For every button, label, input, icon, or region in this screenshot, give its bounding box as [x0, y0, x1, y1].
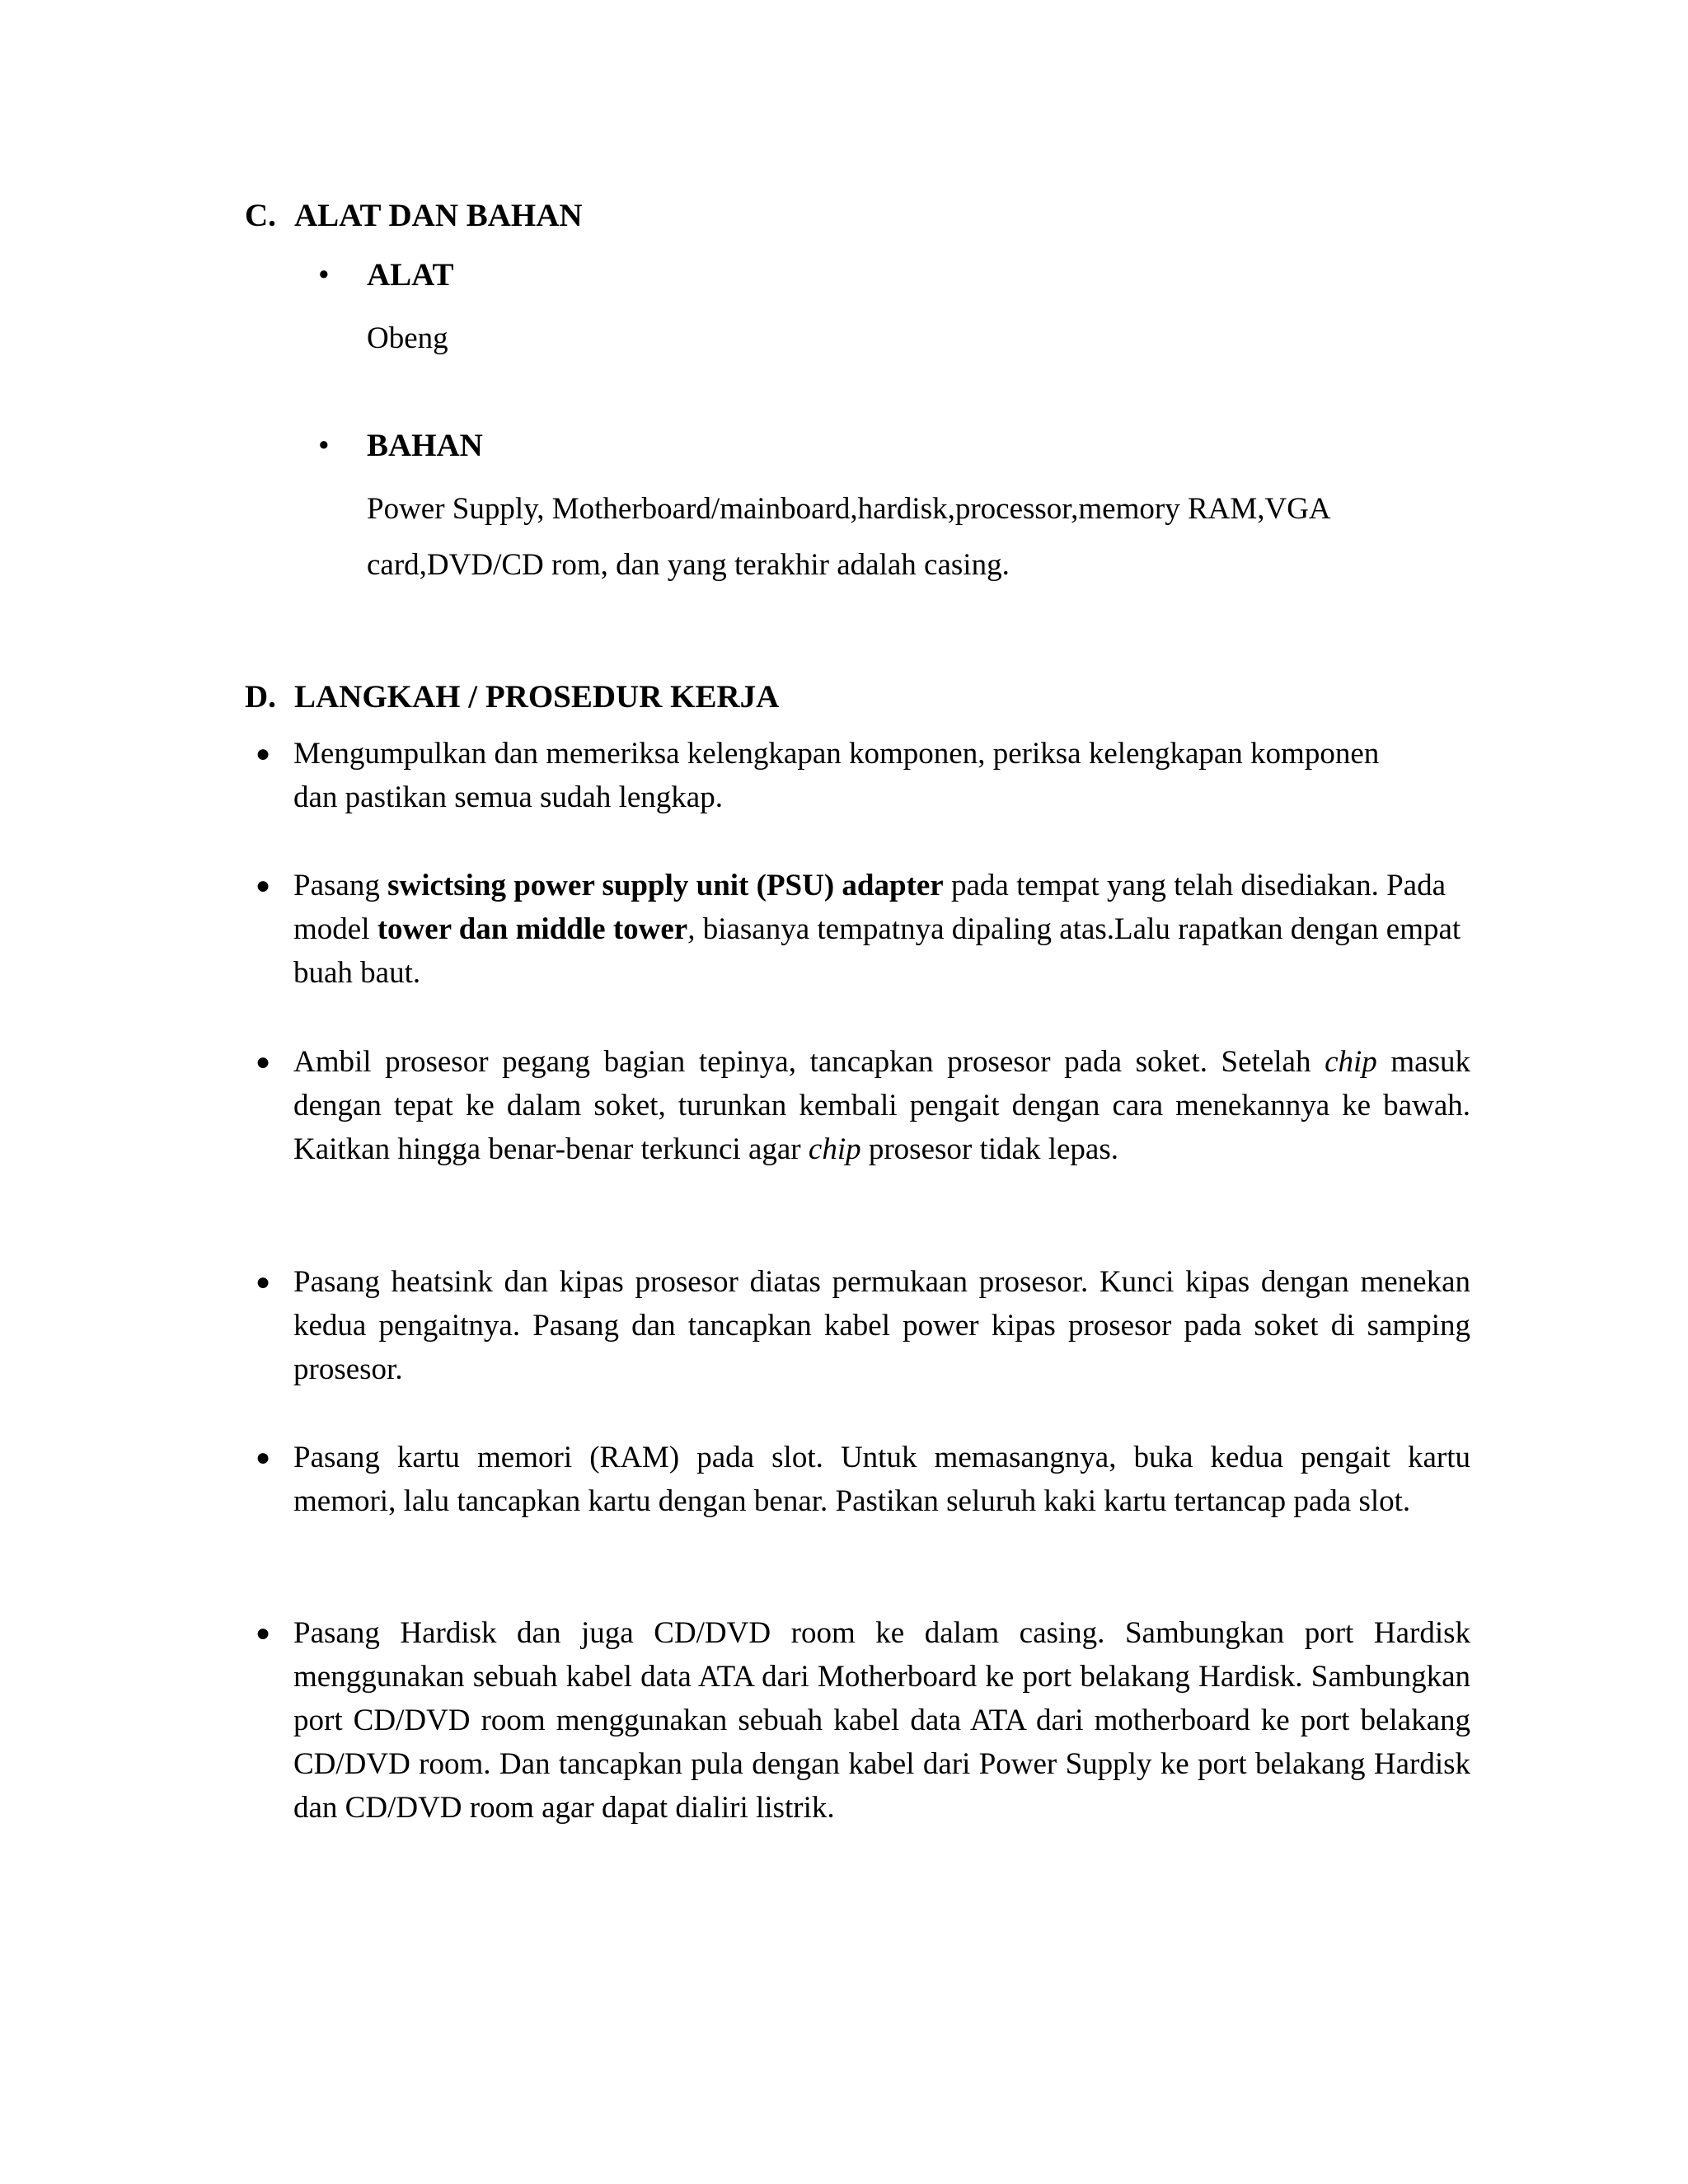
bahan-body	[367, 481, 1381, 593]
bullet-icon: ●	[256, 1619, 271, 1647]
step-1-text	[293, 732, 1470, 819]
bullet-icon: ●	[256, 1268, 271, 1296]
step-1-line-2: dan pastikan semua sudah lengkap.	[293, 780, 723, 814]
alat-body: Obeng	[367, 321, 448, 355]
alat-title: ALAT	[367, 257, 454, 293]
section-d-title: LANGKAH / PROSEDUR KERJA	[294, 679, 780, 715]
section-c-title: ALAT DAN BAHAN	[294, 198, 583, 233]
step-4-text: Pasang heatsink dan kipas prosesor diatas permukaan prosesor. Kunci kipas dengan menekan kedua pengaitnya. Pasang dan tancapkan kabel power kipas prosesor pada soket di samping prosesor.	[293, 1265, 1470, 1386]
step-3-italic-chip: chip	[1325, 1045, 1377, 1079]
step-5-text: Pasang kartu memori (RAM) pada slot. Untuk memasangnya, buka kedua pengait kartu memori, lalu tancapkan kartu dengan benar. Pastikan seluruh kaki kartu tertancap pada slot.	[293, 1441, 1470, 1518]
step-3-part-c: masuk dengan tepat ke dalam soket, turunkan kembali pengait dengan cara menekannya ke bawah. Kaitkan hingga benar-benar terkunci agar	[293, 1045, 1470, 1166]
step-3-text	[293, 1040, 1470, 1171]
step-3-italic-chip-2: chip	[808, 1132, 861, 1166]
step-3-part-a: Ambil prosesor pegang bagian tepinya, tancapkan prosesor pada soket. Setelah	[293, 1045, 1325, 1079]
bullet-icon: •	[318, 428, 330, 463]
step-3-part-e: prosesor tidak lepas.	[860, 1132, 1118, 1166]
step-2-part-f: biasanya tempatnya dipaling atas.Lalu rapatkan dengan empat buah baut.	[293, 912, 1461, 990]
section-c-letter: C.	[245, 198, 276, 233]
step-1-line-1: Mengumpulkan dan memeriksa kelengkapan komponen, periksa kelengkapan komponen	[293, 737, 1380, 771]
bullet-icon: ●	[256, 872, 271, 899]
step-2-text	[293, 864, 1470, 995]
bullet-icon: ●	[256, 1048, 271, 1076]
step-2-bold-psu: swictsing power supply unit (PSU) adapter	[387, 869, 944, 902]
section-d-heading	[245, 677, 779, 717]
bullet-icon: •	[318, 257, 330, 293]
bahan-line-1: Power Supply, Motherboard/mainboard,hardisk,processor,memory RAM,VGA	[367, 492, 1331, 526]
step-6-text: Pasang Hardisk dan juga CD/DVD room ke dalam casing. Sambungkan port Hardisk menggunakan sebuah kabel data ATA dari Motherboard ke port belakang Hardisk. Sambungkan port CD/DVD room menggunakan sebuah kabel data ATA dari motherboard ke port belakang CD/DVD room. Dan tancapkan pula dengan kabel dari Power Supply ke port belakang Hardisk dan CD/DVD room agar dapat dialiri listrik.	[293, 1616, 1470, 1825]
step-2-part-a: Pasang	[293, 869, 388, 902]
bahan-title: BAHAN	[367, 428, 483, 463]
step-2-italic-comma: ,	[687, 912, 696, 946]
bullet-icon: ●	[256, 1444, 271, 1471]
step-2-bold-tower: tower dan middle tower	[377, 912, 688, 946]
section-d-letter: D.	[245, 679, 276, 715]
bahan-line-2: card,DVD/CD rom, dan yang terakhir adalah casing.	[367, 548, 1010, 582]
step-2-part-c: pada tempat yang telah disediakan. Pada model	[293, 869, 1446, 946]
bullet-icon: ●	[256, 740, 271, 767]
section-c-heading	[245, 196, 583, 236]
